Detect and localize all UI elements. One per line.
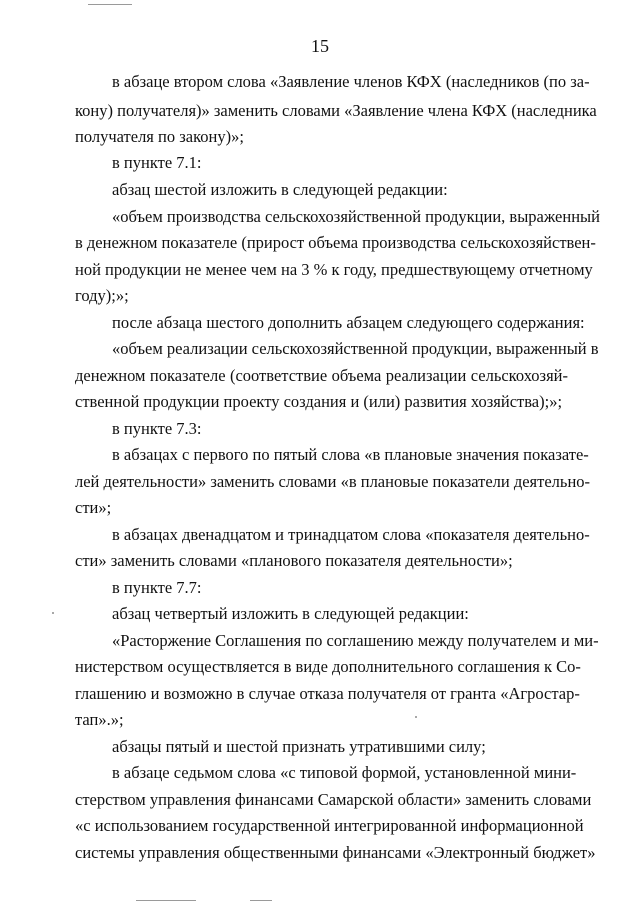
scan-edge-mark xyxy=(250,900,272,901)
text-line: сти»; xyxy=(75,498,112,517)
text-line: в абзацах с первого по пятый слова «в плановые значения показате- xyxy=(112,445,589,464)
text-line: сти» заменить словами «планового показателя деятельности»; xyxy=(75,551,513,570)
text-line: в абзаце седьмом слова «с типовой формой, установленной мини- xyxy=(112,763,577,782)
text-line: ной продукции не менее чем на 3 % к году, предшествующему отчетному xyxy=(75,260,593,279)
text-line: нистерством осуществляется в виде дополнительного соглашения к Со- xyxy=(75,657,581,676)
text-line: после абзаца шестого дополнить абзацем следующего содержания: xyxy=(112,313,585,332)
text-line: получателя по закону)»; xyxy=(75,127,244,146)
text-line: системы управления общественными финансами «Электронный бюджет» xyxy=(75,843,596,862)
text-line: лей деятельности» заменить словами «в плановые показатели деятельно- xyxy=(75,472,591,491)
page-number: 15 xyxy=(311,36,329,56)
text-line: ственной продукции проекту создания и (или) развития хозяйства);»; xyxy=(75,392,563,411)
text-line: «Расторжение Соглашения по соглашению между получателем и ми- xyxy=(112,631,599,650)
text-line: стерством управления финансами Самарской области» заменить словами xyxy=(75,790,592,809)
text-line: глашению и возможно в случае отказа получателя от гранта «Агростар- xyxy=(75,684,580,703)
text-line: в пункте 7.1: xyxy=(112,153,202,172)
text-line: в денежном показателе (прирост объема производства сельскохозяйствен- xyxy=(75,233,596,252)
text-line: в пункте 7.7: xyxy=(112,578,202,597)
text-line: абзац четвертый изложить в следующей редакции: xyxy=(112,604,469,623)
scan-speck xyxy=(415,716,417,718)
text-line: году);»; xyxy=(75,286,129,305)
text-line: тап».»; xyxy=(75,710,124,729)
scan-speck xyxy=(52,612,54,614)
text-line: «объем реализации сельскохозяйственной продукции, выраженный в xyxy=(112,339,599,358)
text-line: «объем производства сельскохозяйственной продукции, выраженный xyxy=(112,207,600,226)
text-line: в абзаце втором слова «Заявление членов КФХ (наследников (по за- xyxy=(112,72,590,91)
text-line: в пункте 7.3: xyxy=(112,419,202,438)
text-line: денежном показателе (соответствие объема реализации сельскохозяй- xyxy=(75,366,568,385)
text-line: кону) получателя)» заменить словами «Заявление члена КФХ (наследника xyxy=(75,101,597,120)
text-line: в абзацах двенадцатом и тринадцатом слова «показателя деятельно- xyxy=(112,525,590,544)
scan-edge-mark xyxy=(136,900,196,901)
text-line: абзац шестой изложить в следующей редакции: xyxy=(112,180,448,199)
text-line: «с использованием государственной интегрированной информационной xyxy=(75,816,584,835)
text-line: абзацы пятый и шестой признать утратившими силу; xyxy=(112,737,486,756)
scan-edge-mark xyxy=(88,4,132,5)
